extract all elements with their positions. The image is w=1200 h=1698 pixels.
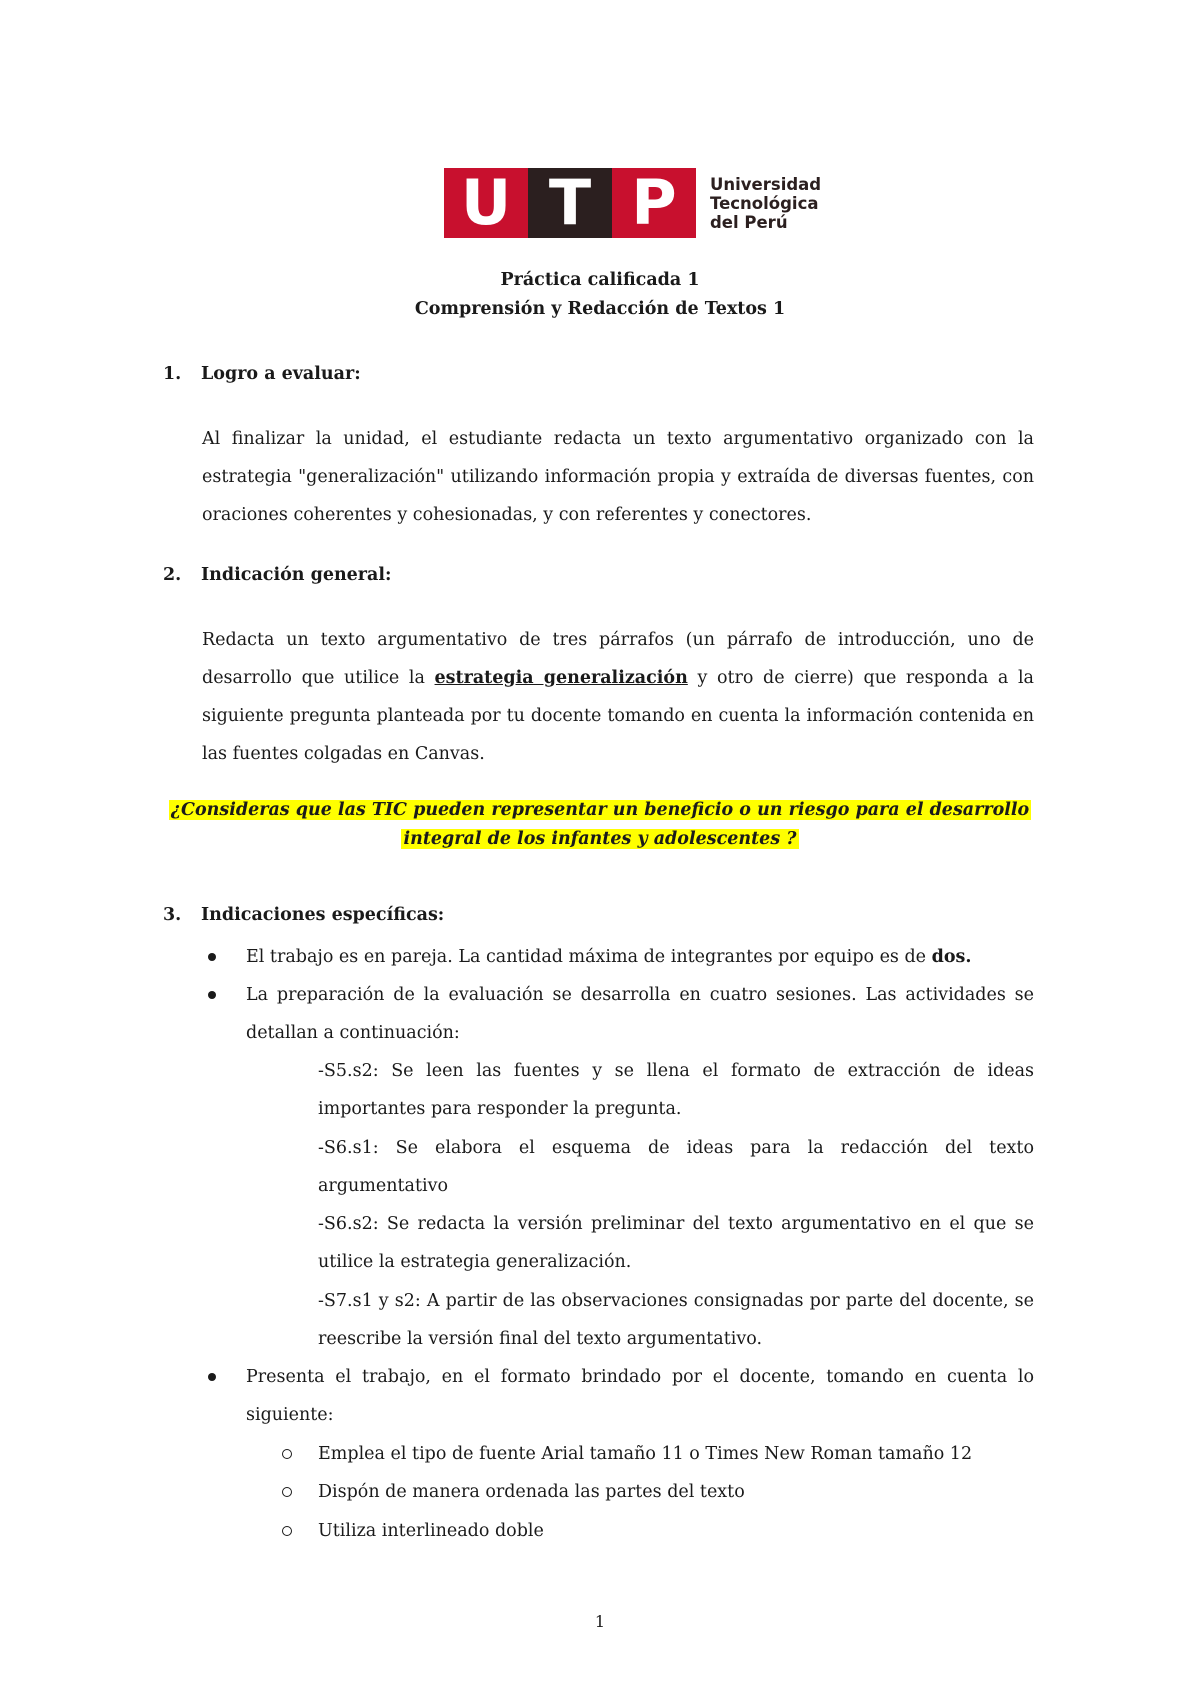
logo-wordmark [710, 175, 821, 232]
section-number: 2. [163, 565, 182, 585]
document-subtitle: Comprensión y Redacción de Textos 1 [414, 299, 786, 319]
logo-text-line: Tecnológica [710, 193, 819, 213]
session-item [318, 1056, 1034, 1132]
session-line: -S6.s2: Se redacta la versión preliminar del texto argumentativo en el que se [318, 1214, 1034, 1234]
paragraph-line [202, 659, 1034, 697]
session-line: importantes para responder la pregunta. [318, 1099, 682, 1119]
bullet-icon [208, 1373, 216, 1381]
paragraph-line: Al finalizar la unidad, el estudiante redacta un texto argumentativo organizado con la [202, 429, 1034, 449]
document-page: U T P Universidad Tecnológica del Perú Práctica calificada 1 Comprensión y Redacción de Textos 1 1. Logro a evaluar: Al finalizar la unidad, el estudiante redacta un texto argumentativo organizado con la estrategia "generalización" utilizando información propia y extraída de diversas fuentes, con oraciones coherentes y cohesionadas, y con referentes y conectores. 2. Indicación general: Redacta un texto argumentativo de tres párrafos (un párrafo de introducción, uno de desarrollo que utilice la estrategia generalización y otro de cierre) que responda a la siguiente pregunta planteada por tu docente tomando en cuenta la información contenida en las fuentes colgadas en Canvas. ¿Consideras que las TIC pueden representar un beneficio o un riesgo para el desarrollo integral de los infantes y adolescentes ? 3. Indicaciones específicas: El trabajo es en pareja. La cantidad máxima de integrantes por equipo es de dos. La preparación de la evaluación se desarrolla en cuatro sesiones. Las actividades se detallan a continuación: -S5.s2: Se leen las fuentes y se llena el formato de extracción de ideas importantes para responder la pregunta. -S6.s1: Se elabora el esquema de ideas para la redacción del texto argumentativo -S6.s2: Se redacta la versión preliminar del texto argumentativo en el que se utilice la estrategia generalización. -S7.s1 y s2: A partir de las observaciones consignadas por parte del docente, se reescribe la versión final del texto argumentativo. Presenta el trabajo, en el formato brindado por el docente, tomando en cuenta lo siguiente: Emplea el tipo de fuente Arial tamaño 11 o Times New Roman tamaño 12 Dispón de manera ordenada las partes del texto Utiliza interlineado doble 1 [0, 0, 1200, 1698]
page-number: 1 [594, 1612, 606, 1631]
session-item [318, 1133, 1034, 1209]
utp-logo [444, 168, 821, 238]
paragraph-line: estrategia "generalización" utilizando información propia y extraída de diversas fuentes, con [202, 467, 1034, 487]
session-item [318, 1209, 1034, 1285]
text-run: y otro de cierre) que responda a la [687, 668, 1034, 688]
hollow-bullet-icon [282, 1526, 292, 1536]
bullet-line: Presenta el trabajo, en el formato brindado por el docente, tomando en cuenta lo [246, 1367, 1034, 1387]
bullet-icon [208, 953, 216, 961]
session-line: utilice la estrategia generalización. [318, 1252, 632, 1272]
section-2-paragraph [202, 621, 1034, 773]
bullet-icon [208, 991, 216, 999]
logo-letter-u: U [444, 168, 528, 238]
session-line: argumentativo [318, 1176, 449, 1196]
bullet-line: El trabajo es en pareja. La cantidad máxima de integrantes por equipo es de dos. [246, 947, 972, 967]
document-title: Práctica calificada 1 [500, 270, 700, 290]
paragraph-line: Redacta un texto argumentativo de tres párrafos (un párrafo de introducción, uno de [202, 630, 1034, 650]
section-title: Indicación general: [201, 565, 392, 585]
text-run: desarrollo que utilice la [202, 668, 435, 688]
section-1-heading [163, 364, 361, 384]
paragraph-line: siguiente pregunta planteada por tu docente tomando en cuenta la información contenida en [202, 706, 1034, 726]
session-line: -S6.s1: Se elabora el esquema de ideas para la redacción del texto [318, 1138, 1034, 1158]
section-title: Logro a evaluar: [201, 364, 361, 384]
section-1-paragraph [202, 420, 1034, 534]
session-line: -S7.s1 y s2: A partir de las observaciones consignadas por parte del docente, se [318, 1291, 1034, 1311]
bullet-line: siguiente: [246, 1405, 334, 1425]
session-item [318, 1286, 1034, 1362]
bullet-line: La preparación de la evaluación se desarrolla en cuatro sesiones. Las actividades se [246, 985, 1034, 1005]
logo-text-line: Universidad [710, 174, 822, 194]
logo-text-line: del Perú [710, 212, 788, 232]
hollow-bullet-icon [282, 1487, 292, 1497]
session-line: reescribe la versión final del texto argumentativo. [318, 1329, 763, 1349]
paragraph-line: las fuentes colgadas en Canvas. [202, 744, 485, 764]
session-line: -S5.s2: Se leen las fuentes y se llena el formato de extracción de ideas [318, 1061, 1034, 1081]
section-3-heading [163, 905, 444, 925]
highlighted-question-line: integral de los infantes y adolescentes ? [403, 829, 797, 849]
hollow-bullet-icon [282, 1449, 292, 1459]
highlighted-question-line: ¿Consideras que las TIC pueden representar un beneficio o un riesgo para el desarrollo [170, 800, 1030, 820]
bold-text: dos. [931, 947, 972, 967]
logo-letter-p: P [612, 168, 696, 238]
emphasized-term: estrategia generalización [434, 668, 688, 688]
logo-letter-t: T [528, 168, 612, 238]
bullet-line: detallan a continuación: [246, 1023, 460, 1043]
section-number: 3. [163, 905, 182, 925]
section-number: 1. [163, 364, 182, 384]
section-title: Indicaciones específicas: [201, 905, 445, 925]
paragraph-line: oraciones coherentes y cohesionadas, y con referentes y conectores. [202, 505, 812, 525]
section-2-heading [163, 565, 391, 585]
